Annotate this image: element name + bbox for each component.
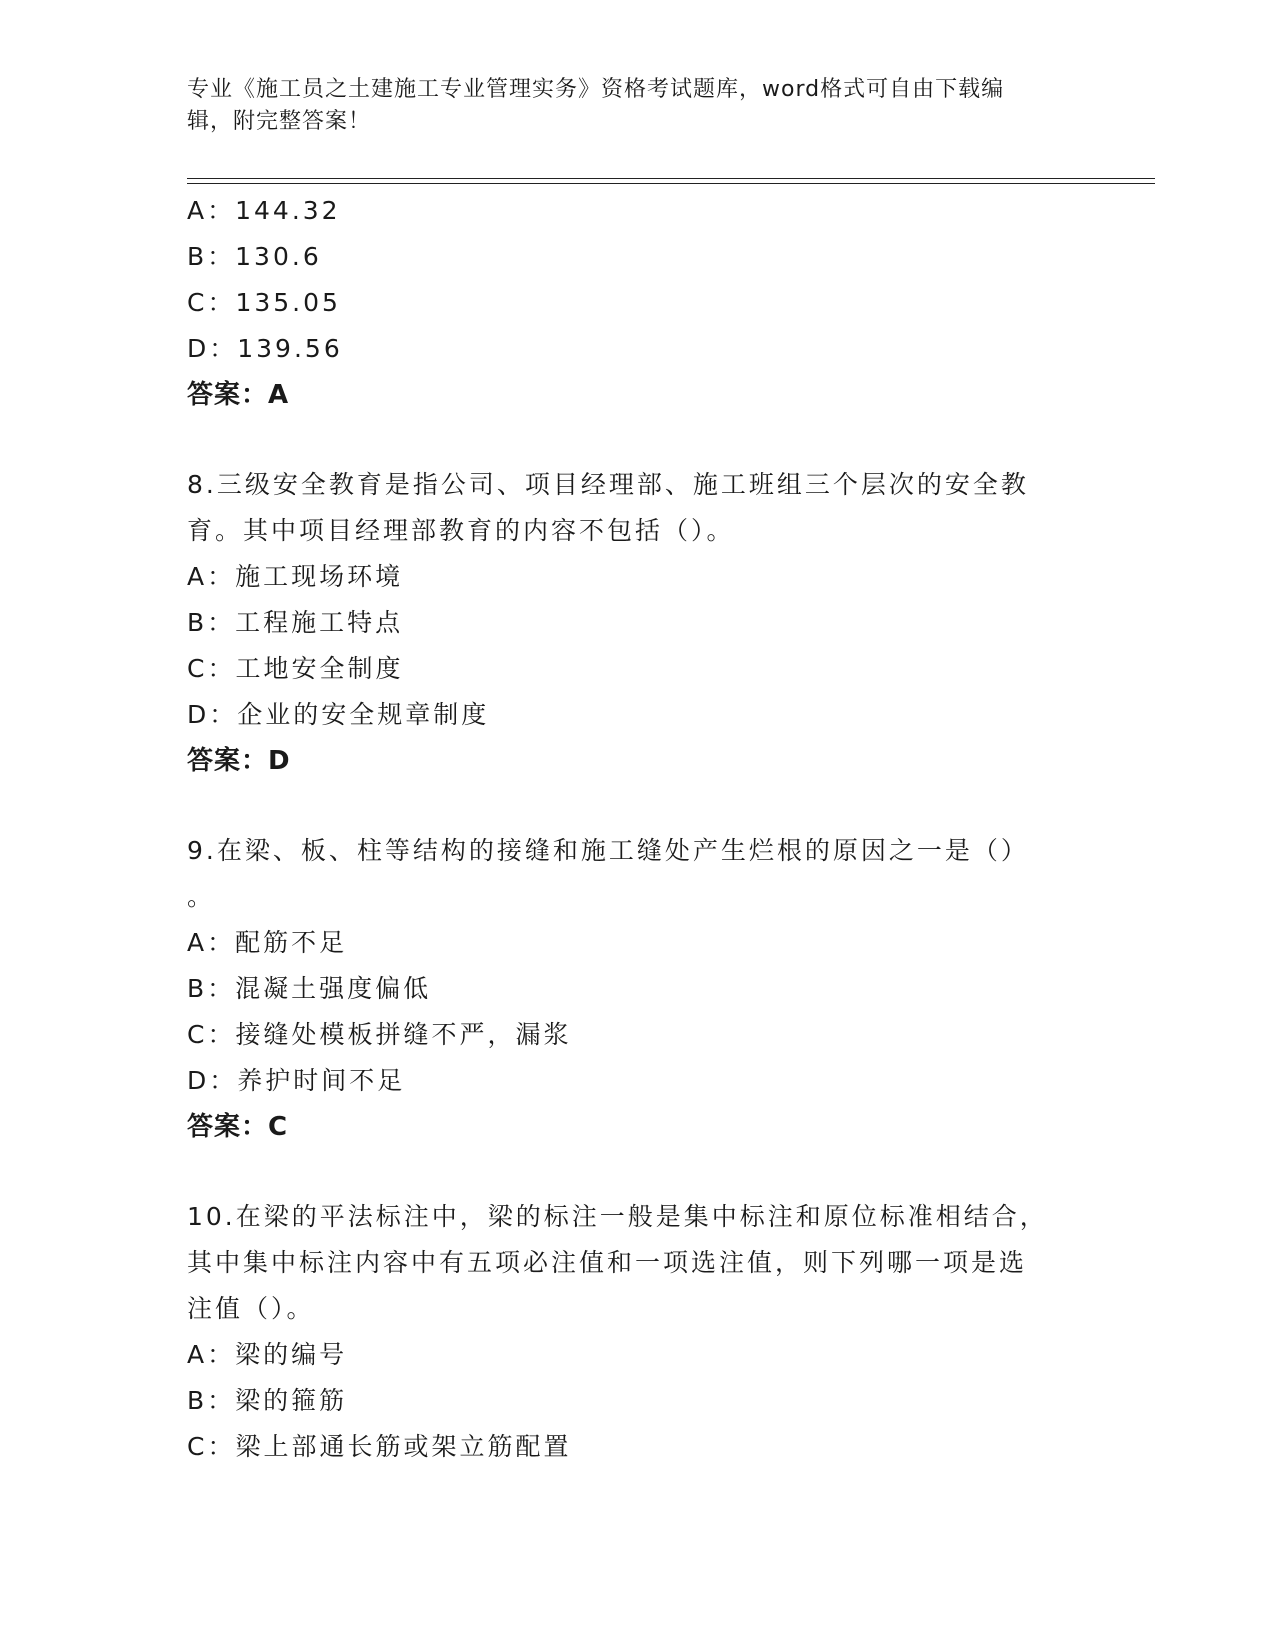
question-stem-line-2: 育。其中项目经理部教育的内容不包括（）。 bbox=[187, 516, 735, 545]
option-b: B：梁的箍筋 bbox=[187, 1386, 348, 1415]
question-stem-line-2: 其中集中标注内容中有五项必注值和一项选注值，则下列哪一项是选 bbox=[187, 1248, 1028, 1277]
question-list bbox=[187, 188, 1067, 1470]
option-c: C：梁上部通长筋或架立筋配置 bbox=[187, 1432, 572, 1461]
option-d: D：企业的安全规章制度 bbox=[187, 700, 490, 729]
header-rule-top bbox=[187, 178, 1155, 179]
question-10 bbox=[187, 1194, 1067, 1470]
question-7 bbox=[187, 188, 1067, 418]
header-line-2: 辑，附完整答案！ bbox=[187, 109, 372, 134]
option-b: B：130.6 bbox=[187, 242, 322, 271]
header-line-1: 专业《施工员之土建施工专业管理实务》资格考试题库，word格式可自由下载编 bbox=[187, 77, 1005, 102]
answer: 答案：A bbox=[187, 380, 290, 410]
option-a: A：配筋不足 bbox=[187, 928, 348, 957]
option-b: B：混凝土强度偏低 bbox=[187, 974, 432, 1003]
question-stem-line-1: 8.三级安全教育是指公司、项目经理部、施工班组三个层次的安全教 bbox=[187, 470, 1029, 499]
question-stem-line-1: 10.在梁的平法标注中，梁的标注一般是集中标注和原位标准相结合， bbox=[187, 1202, 1048, 1231]
question-stem-line-3: 注值（）。 bbox=[187, 1294, 315, 1323]
answer: 答案：C bbox=[187, 1112, 289, 1142]
option-b: B：工程施工特点 bbox=[187, 608, 404, 637]
option-a: A：144.32 bbox=[187, 196, 341, 225]
option-c: C：工地安全制度 bbox=[187, 654, 404, 683]
answer: 答案：D bbox=[187, 746, 291, 776]
option-d: D：139.56 bbox=[187, 334, 343, 363]
option-c: C：135.05 bbox=[187, 288, 341, 317]
option-a: A：梁的编号 bbox=[187, 1340, 348, 1369]
question-stem-line-2: 。 bbox=[187, 882, 216, 911]
question-8 bbox=[187, 462, 1067, 784]
option-d: D：养护时间不足 bbox=[187, 1066, 406, 1095]
question-9 bbox=[187, 828, 1067, 1150]
header-rule-bottom bbox=[187, 183, 1155, 184]
question-stem-line-1: 9.在梁、板、柱等结构的接缝和施工缝处产生烂根的原因之一是（） bbox=[187, 836, 1029, 865]
option-c: C：接缝处模板拼缝不严，漏浆 bbox=[187, 1020, 572, 1049]
option-a: A：施工现场环境 bbox=[187, 562, 404, 591]
page-header bbox=[187, 74, 1067, 138]
